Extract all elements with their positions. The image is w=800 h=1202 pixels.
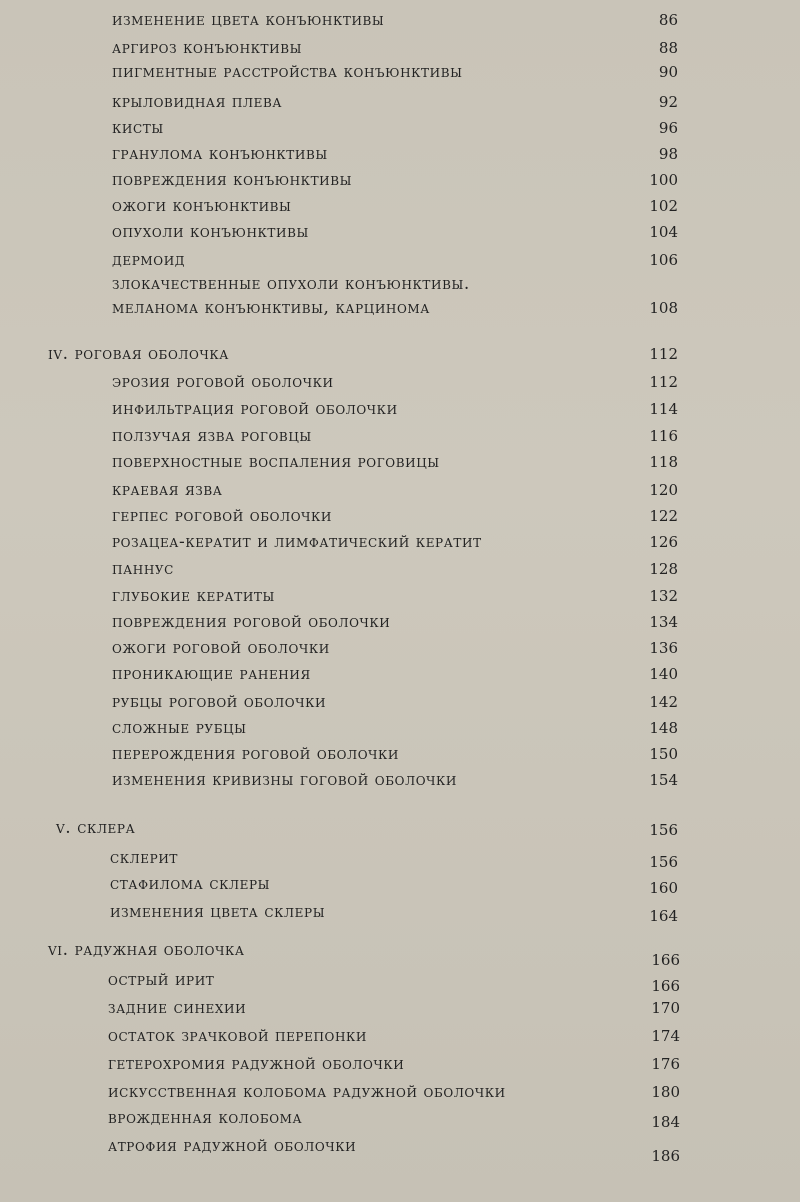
page-number: 102 (649, 197, 678, 215)
entry-title: повреждения роговой оболочки (112, 612, 391, 632)
page-number: 186 (651, 1147, 680, 1165)
toc-entry (0, 248, 800, 272)
toc-entry (0, 8, 800, 32)
toc-entry (0, 742, 800, 766)
page-number: 86 (658, 11, 678, 29)
entry-title: герпес роговой оболочки (112, 506, 332, 526)
toc-entry (0, 1106, 800, 1130)
toc-entry (0, 142, 800, 166)
page-number: 166 (651, 977, 680, 995)
toc-entry (0, 194, 800, 218)
entry-title: меланома конъюнктивы, карцинома (112, 298, 430, 318)
toc-entry (0, 450, 800, 474)
entry-title: острый ирит (108, 970, 215, 990)
page-number: 90 (658, 63, 678, 81)
toc-entry (0, 296, 800, 320)
entry-title: задние синехии (108, 998, 247, 1018)
toc-entry (0, 610, 800, 634)
toc-entry (0, 968, 800, 995)
entry-title: паннус (112, 559, 174, 579)
page-number: 104 (649, 223, 678, 241)
entry-title: рубцы роговой оболочки (112, 692, 327, 712)
toc-entry (0, 1052, 800, 1076)
page-number: 116 (649, 427, 678, 445)
toc-entry (0, 220, 800, 244)
entry-title: повреждения конъюнктивы (112, 170, 353, 190)
page-number: 166 (651, 951, 680, 969)
chapter-heading (0, 342, 800, 366)
toc-entry (0, 60, 800, 84)
entry-title: пигментные расстройства конъюнктивы (112, 62, 463, 82)
page-number: 174 (651, 1027, 680, 1045)
page-number: 170 (651, 999, 680, 1017)
toc-entry (0, 584, 800, 608)
toc-entry (0, 690, 800, 714)
entry-title: поверхностные воспаления роговицы (112, 452, 440, 472)
chapter-heading (0, 938, 800, 969)
page-number: 100 (649, 171, 678, 189)
page-number: 106 (649, 251, 678, 269)
toc-entry (0, 768, 800, 792)
toc-entry (0, 846, 800, 870)
toc-entry (0, 504, 800, 528)
toc-entry (0, 370, 800, 394)
page-number: 134 (649, 613, 678, 631)
page-number: 176 (651, 1055, 680, 1073)
entry-title: атрофия радужной оболочки (108, 1136, 357, 1156)
entry-title: гранулома конъюнктивы (112, 144, 328, 164)
page-number: 136 (649, 639, 678, 657)
page-number: 128 (649, 560, 678, 578)
entry-title: глубокие кератиты (112, 586, 275, 606)
toc-entry (0, 424, 800, 448)
toc-entry (0, 636, 800, 660)
page-number: 184 (651, 1113, 680, 1131)
toc-entry (0, 1134, 800, 1165)
entry-title: эрозия роговой оболочки (112, 372, 334, 392)
entry-title: врожденная колобома (108, 1108, 303, 1128)
entry-title: опухоли конъюнктивы (112, 222, 309, 242)
toc-entry (0, 168, 800, 192)
entry-title: проникающие ранения (112, 664, 311, 684)
page-number: 88 (658, 39, 678, 57)
page-number: 148 (649, 719, 678, 737)
toc-entry (0, 116, 800, 140)
page-number: 98 (658, 145, 678, 163)
entry-title: ползучая язва роговцы (112, 426, 312, 446)
toc-entry (0, 662, 800, 686)
entry-title: кисты (112, 118, 164, 138)
page-number: 112 (649, 373, 678, 391)
entry-title: остаток зрачковой перепонки (108, 1026, 367, 1046)
toc-entry (0, 530, 800, 554)
entry-title: ожоги роговой оболочки (112, 638, 330, 658)
page-number: 142 (649, 693, 678, 711)
entry-title: инфильтрация роговой оболочки (112, 399, 398, 419)
entry-title: стафилома склеры (110, 874, 271, 894)
page-number: 122 (649, 507, 678, 525)
page-number: 140 (649, 665, 678, 683)
entry-title: склерит (110, 848, 178, 868)
page-number: 120 (649, 481, 678, 499)
page-number: 150 (649, 745, 678, 763)
page-number: 126 (649, 533, 678, 551)
page-number: 96 (658, 119, 678, 137)
entry-title: краевая язва (112, 480, 223, 500)
toc-entry (0, 90, 800, 114)
entry-title: перерождения роговой оболочки (112, 744, 399, 764)
entry-title: изменения кривизны гоговой оболочки (112, 770, 457, 790)
chapter-title: vi. радужная оболочка (48, 940, 245, 960)
chapter-title: iv. роговая оболочка (48, 344, 229, 364)
toc-entry (0, 716, 800, 740)
toc-entry (0, 36, 800, 60)
toc-entry (0, 1024, 800, 1048)
entry-title: сложные рубцы (112, 718, 247, 738)
toc-entry (0, 272, 800, 296)
page-number: 92 (658, 93, 678, 111)
page-number: 154 (649, 771, 678, 789)
chapter-heading (0, 816, 800, 840)
toc-entry (0, 478, 800, 502)
entry-title: розацеа-кератит и лимфатический кератит (112, 532, 482, 552)
page-number: 180 (651, 1083, 680, 1101)
page-number: 118 (649, 453, 678, 471)
entry-title: аргироз конъюнктивы (112, 38, 303, 58)
entry-title: злокачественные опухоли конъюнктивы. (112, 274, 470, 294)
toc-entry (0, 872, 800, 896)
toc-entry (0, 557, 800, 581)
page-number: 160 (649, 879, 678, 897)
entry-title: изменение цвета конъюнктивы (112, 10, 385, 30)
entry-title: искусственная колобома радужной оболочки (108, 1082, 506, 1102)
page-number: 108 (649, 299, 678, 317)
page-number: 164 (649, 907, 678, 925)
entry-title: ожоги конъюнктивы (112, 196, 292, 216)
entry-title: крыловидная плева (112, 92, 283, 112)
page-number: 112 (649, 345, 678, 363)
entry-title: гетерохромия радужной оболочки (108, 1054, 405, 1074)
entry-title: дермоид (112, 250, 186, 270)
toc-entry (0, 996, 800, 1020)
toc-entry (0, 1080, 800, 1104)
page-number: 132 (649, 587, 678, 605)
toc-entry (0, 397, 800, 421)
toc-entry (0, 900, 800, 924)
entry-title: изменения цвета склеры (110, 902, 326, 922)
page-number: 156 (649, 853, 678, 871)
page-number: 114 (649, 400, 678, 418)
chapter-title: v. склера (56, 818, 136, 838)
page-number: 156 (649, 821, 678, 839)
